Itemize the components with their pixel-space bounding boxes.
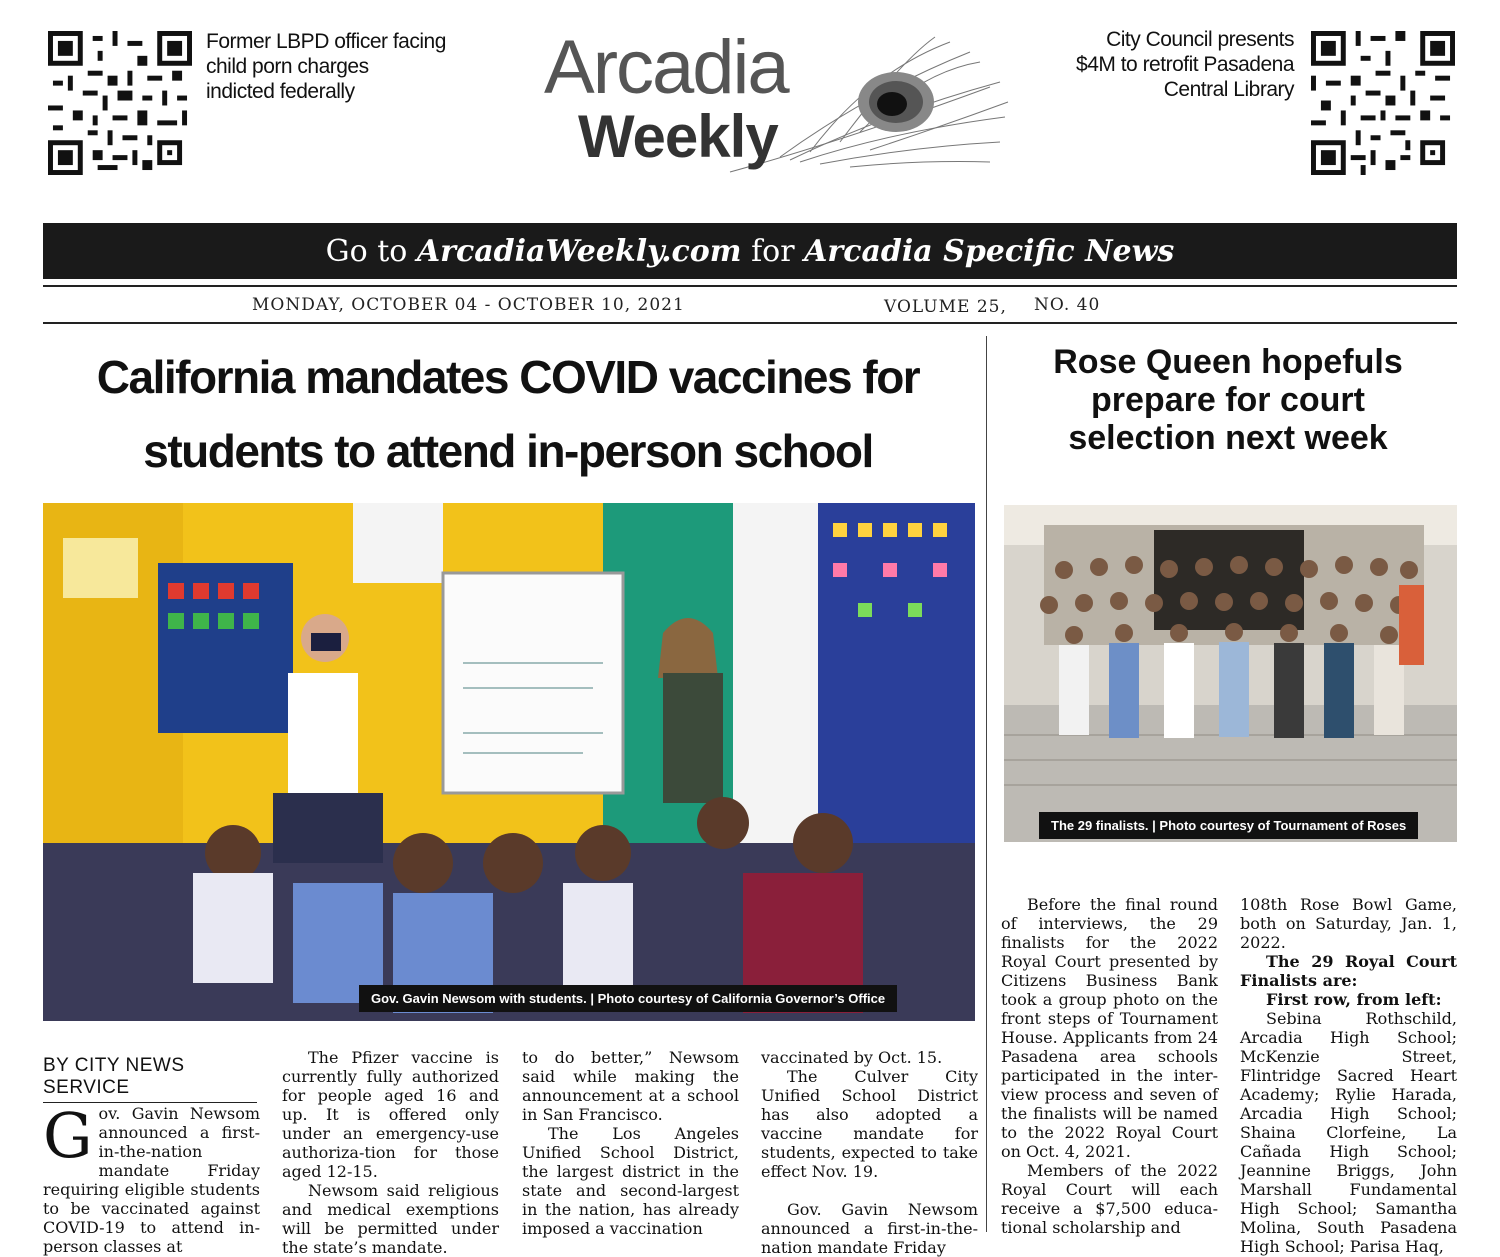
finalists-heading-text: The 29 Royal Court Finalists are: xyxy=(1240,952,1457,990)
side-story-column-2 xyxy=(1240,895,1457,1256)
issue-number: NO. 40 xyxy=(1034,295,1101,315)
group-photo-image xyxy=(1004,505,1457,842)
classroom-photo-image xyxy=(43,503,975,1021)
teaser-right-line: $4M to retrofit Pasadena xyxy=(1076,53,1294,76)
teaser-left-line: indicted federally xyxy=(206,80,355,103)
main-headline-line: California mandates COVID vaccines for xyxy=(96,351,920,403)
side-story-paragraph: Sebina Rothschild, Arcadia High School; McKenzie Street, Flintridge Sacred Heart Academy; Rylie Harada, Arcadia High School; Shaina Clorfeine, La Cañada High School; Jeannine Briggs, John Marshall Fundamental High School; Samantha Molina, South Pasadena High School; Parisa Haq, xyxy=(1240,1009,1457,1256)
issue-date: MONDAY, OCTOBER 04 - OCTOBER 10, 2021 xyxy=(252,295,685,315)
main-story-paragraph: Newsom said religious and medical exemptions will be permitted under the state’s mandate. xyxy=(282,1181,499,1257)
teaser-right-line: Central Library xyxy=(1163,78,1294,101)
masthead-logo[interactable] xyxy=(540,22,1010,192)
dateline-bottom-rule xyxy=(43,322,1457,324)
main-story-column-4 xyxy=(761,1048,978,1257)
banner-prefix: Go to xyxy=(325,233,417,269)
teaser-right[interactable] xyxy=(1030,27,1294,102)
dateline-top-rule xyxy=(43,285,1457,287)
banner-middle: for xyxy=(741,233,805,269)
side-story-paragraph: Members of the 2022 Royal Court will each receive a $7,500 educa-tional scholarship and xyxy=(1001,1161,1218,1237)
logo-weekly: Weekly xyxy=(578,103,778,170)
main-story-column-3 xyxy=(522,1048,739,1238)
first-row-heading-text: First row, from left: xyxy=(1266,990,1442,1009)
qr-code-icon xyxy=(1311,31,1455,175)
column-divider xyxy=(986,336,987,1232)
side-story-paragraph: Before the final round of interviews, the 29 finalists for the 2022 Royal Court presented by Citizens Business Bank took a group photo on the front steps of Tournament House. Applicants from 24 Pasadena area schools participated in the inter-view process and seven of the finalists will be named to the 2022 Royal Court on Oct. 4, 2021. xyxy=(1001,895,1218,1161)
first-row-heading xyxy=(1240,990,1457,1009)
side-headline-line: Rose Queen hopefuls xyxy=(1053,343,1403,381)
teaser-left-line: Former LBPD officer facing xyxy=(206,30,446,53)
finalists-heading xyxy=(1240,952,1457,990)
drop-cap: G xyxy=(43,1099,93,1172)
main-story-paragraph: The Culver City Unified School District has also adopted a vaccine mandate for students, expected to take effect Nov. 19. xyxy=(761,1067,978,1181)
banner-tagline: Arcadia Specific News xyxy=(804,233,1175,269)
website-banner[interactable] xyxy=(43,223,1457,279)
issue-volume: VOLUME 25, xyxy=(884,297,1007,317)
main-story-paragraph: The Pfizer vaccine is currently fully authorized for people aged 16 and up. It is offered only under an emergency-use authoriza-tion for those aged 12-15. xyxy=(282,1048,499,1181)
teaser-right-line: City Council presents xyxy=(1106,28,1294,51)
side-headline-line: prepare for court xyxy=(1091,381,1365,419)
main-story-column-1 xyxy=(43,1099,260,1256)
main-story-text: ov. Gavin Newsom announced a first-in-the-nation mandate Friday requiring eligible students to be vaccinated against COVID-19 to attend in-person classes at xyxy=(43,1104,260,1256)
qr-code-icon xyxy=(48,31,192,175)
side-story-column-1 xyxy=(1001,895,1218,1237)
main-headline-line: students to attend in-person school xyxy=(143,425,873,477)
main-photo-caption: Gov. Gavin Newsom with students. | Photo courtesy of California Governor’s Office xyxy=(359,985,897,1012)
side-headline-line: selection next week xyxy=(1068,419,1388,457)
side-photo-caption: The 29 finalists. | Photo courtesy of Tournament of Roses xyxy=(1039,812,1418,839)
teaser-left-line: child porn charges xyxy=(206,55,369,78)
banner-site-link[interactable]: ArcadiaWeekly.com xyxy=(416,233,742,269)
main-story-paragraph: Gov. Gavin Newsom announced a first-in-the-nation mandate Friday xyxy=(761,1200,978,1257)
qr-code-right[interactable] xyxy=(1311,31,1455,175)
side-story-photo[interactable] xyxy=(1004,505,1457,842)
main-headline[interactable] xyxy=(43,340,973,488)
qr-code-left[interactable] xyxy=(48,31,192,175)
byline: BY CITY NEWS SERVICE xyxy=(43,1055,257,1103)
main-story-column-2 xyxy=(282,1048,499,1257)
main-story-paragraph: to do better,” Newsom said while making the announcement at a school in San Francisco. xyxy=(522,1048,739,1124)
side-story-paragraph: 108th Rose Bowl Game, both on Saturday, Jan. 1, 2022. xyxy=(1240,895,1457,952)
side-headline[interactable] xyxy=(1000,343,1456,457)
main-story-paragraph: vaccinated by Oct. 15. xyxy=(761,1048,943,1067)
main-story-paragraph: The Los Angeles Unified School District, the largest district in the state and second-largest in the nation, has already imposed a vaccination xyxy=(522,1124,739,1238)
teaser-left[interactable] xyxy=(206,29,476,104)
main-story-photo[interactable] xyxy=(43,503,975,1021)
logo-arcadia: Arcadia xyxy=(544,25,788,110)
